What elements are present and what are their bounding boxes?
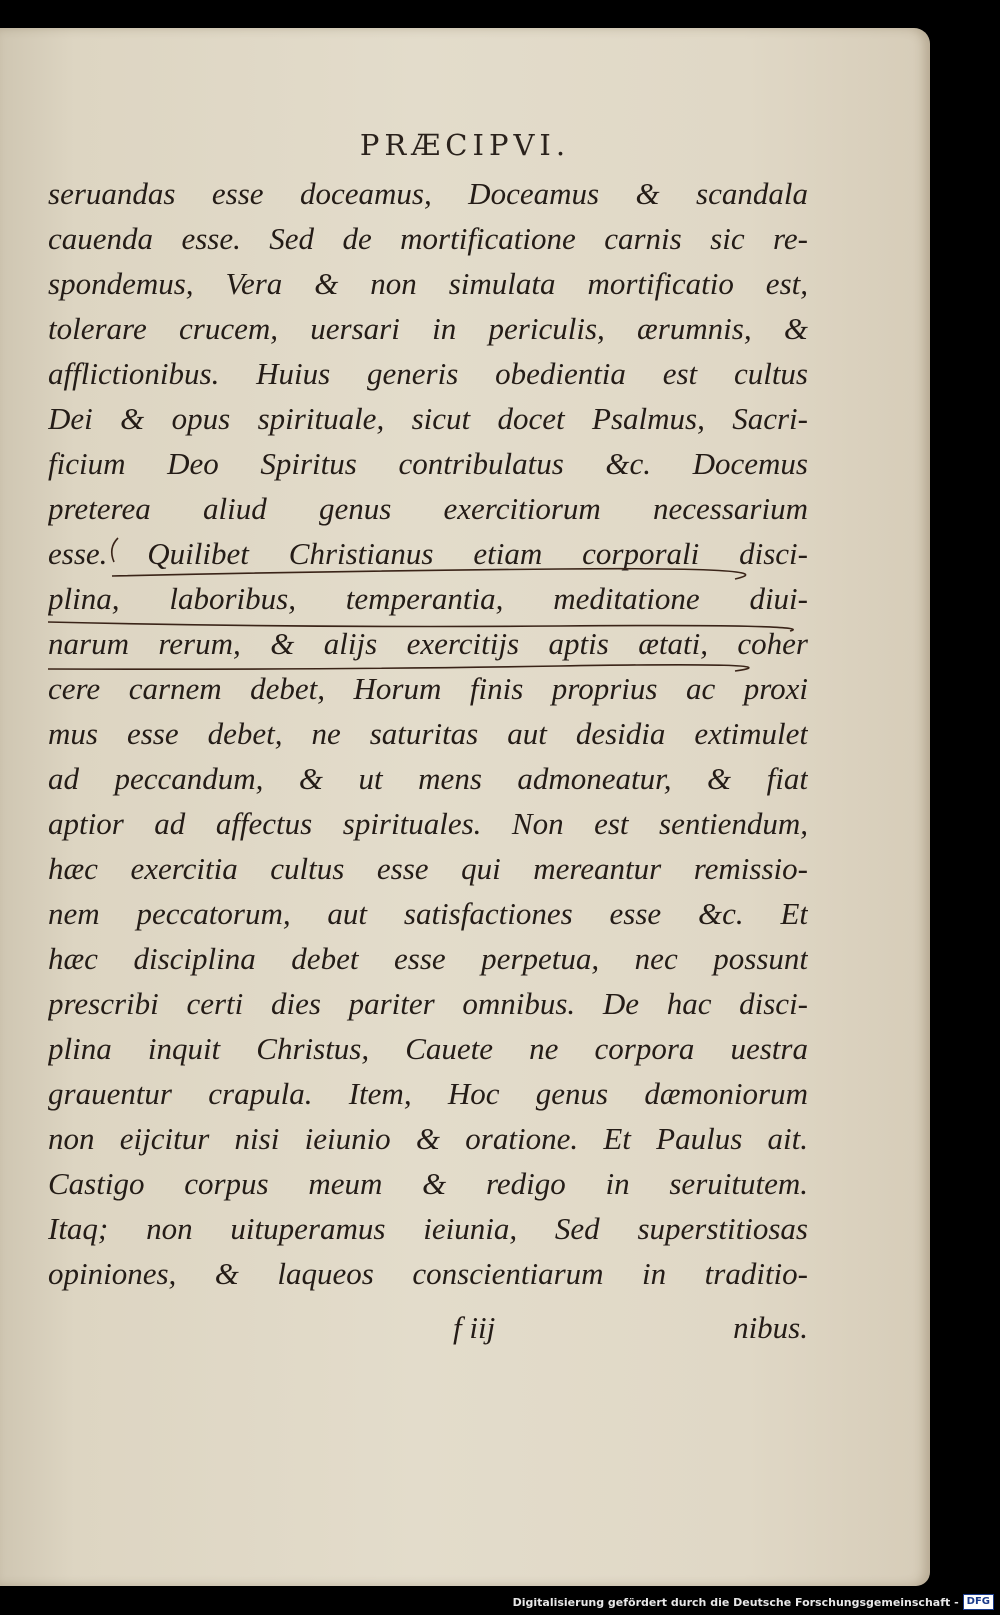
text-line: hæc exercitia cultus esse qui mereantur remissio-: [48, 851, 808, 886]
text-line: tolerare crucem, uersari in periculis, ærumnis, &: [48, 311, 808, 346]
text-line: Castigo corpus meum & redigo in seruitutem.: [48, 1166, 808, 1201]
bracket-mark: [112, 538, 118, 562]
text-line: preterea aliud genus exercitiorum necessarium: [48, 491, 808, 526]
text-line: aptior ad affectus spirituales. Non est sentiendum,: [48, 806, 808, 841]
text-line: opiniones, & laqueos conscientiarum in traditio-: [48, 1256, 808, 1291]
text-line: grauentur crapula. Item, Hoc genus dæmoniorum: [48, 1076, 808, 1111]
text-line: seruandas esse doceamus, Doceamus & scandala: [48, 176, 808, 211]
text-line: ficium Deo Spiritus contribulatus &c. Docemus: [48, 446, 808, 481]
text-line: cere carnem debet, Horum finis proprius ac proxi: [48, 671, 808, 706]
text-line: prescribi certi dies pariter omnibus. De hac disci-: [48, 986, 808, 1021]
text-line: ad peccandum, & ut mens admoneatur, & fiat: [48, 761, 808, 796]
running-head: PRÆCIPVI.: [359, 128, 571, 162]
text-line: mus esse debet, ne saturitas aut desidia extimulet: [48, 716, 808, 751]
underline-stroke-3: [48, 665, 749, 671]
page-footer: [48, 1305, 808, 1350]
text-line: non eijcitur nisi ieiunio & oratione. Et Paulus ait.: [48, 1121, 808, 1156]
dfg-logo: DFG: [963, 1594, 994, 1610]
text-line: cauenda esse. Sed de mortificatione carnis sic re-: [48, 221, 808, 256]
catchword: nibus.: [733, 1310, 808, 1345]
text-line: nem peccatorum, aut satisfactiones esse &c. Et: [48, 896, 808, 931]
credit-text: Digitalisierung gefördert durch die Deutsche Forschungsgemeinschaft -: [512, 1595, 959, 1609]
signature-mark: f iij: [453, 1310, 496, 1345]
text-line: plina, laboribus, temperantia, meditatione diui-: [48, 581, 808, 616]
book-page: [0, 28, 930, 1586]
text-line: afflictionibus. Huius generis obedientia est cultus: [48, 356, 808, 391]
handwritten-underlines: [0, 28, 930, 1586]
text-line: Itaq; non uituperamus ieiunia, Sed superstitiosas: [48, 1211, 808, 1246]
text-line: hæc disciplina debet esse perpetua, nec possunt: [48, 941, 808, 976]
underline-stroke-1: [112, 569, 746, 579]
text-line: Dei & opus spirituale, sicut docet Psalmus, Sacri-: [48, 401, 808, 436]
text-line: spondemus, Vera & non simulata mortificatio est,: [48, 266, 808, 301]
digitization-credit: [513, 1593, 994, 1611]
underline-stroke-2: [48, 622, 793, 631]
text-line: plina inquit Christus, Cauete ne corpora uestra: [48, 1031, 808, 1066]
text-line: narum rerum, & alijs exercitijs aptis ætati, coher: [48, 626, 808, 661]
text-line: esse. Quilibet Christianus etiam corporali disci-: [48, 536, 808, 571]
